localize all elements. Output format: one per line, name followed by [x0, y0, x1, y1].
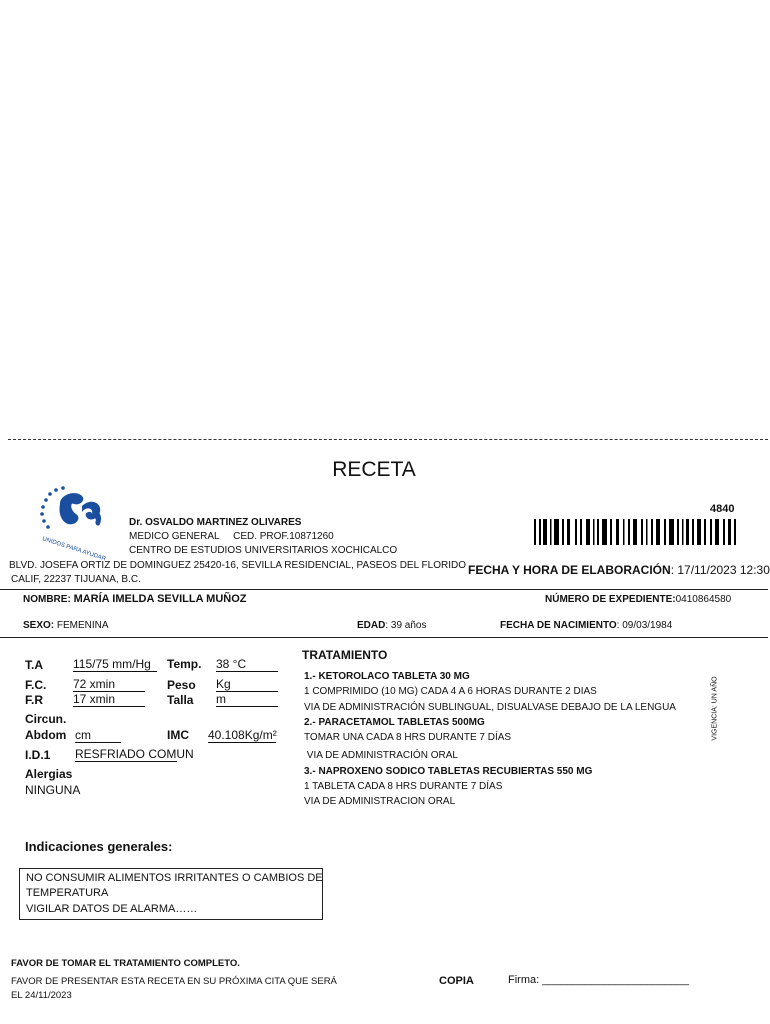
allergies-value: NINGUNA	[25, 783, 81, 797]
dob-value: : 09/03/1984	[616, 620, 673, 631]
sex-value: FEMENINA	[56, 620, 109, 631]
patient-name-value: MARÍA IMELDA SEVILLA MUÑOZ	[73, 593, 247, 605]
fc-value	[73, 677, 145, 692]
medication-2-name: 2.- PARACETAMOL TABLETAS 500MG	[304, 717, 485, 728]
logo	[36, 484, 132, 563]
medication-3-name: 3.- NAPROXENO SODICO TABLETAS RECUBIERTAS 550 MG	[304, 766, 593, 777]
abdom-value	[75, 728, 121, 743]
elaboration-label: FECHA Y HORA DE ELABORACIÓN	[468, 563, 671, 577]
logo-tagline: UNIDOS PARA AYUDAR	[41, 536, 107, 563]
general-line-1: NO CONSUMIR ALIMENTOS IRRITANTES O CAMBIOS DE	[26, 872, 323, 884]
patient-divider	[0, 637, 768, 638]
circun-label: Circun.	[25, 712, 67, 726]
imc-label: IMC	[167, 728, 189, 742]
validity-note: VIGENCIA: UN AÑO	[711, 676, 719, 741]
patient-age	[357, 620, 427, 631]
peso-value-text: Kg	[216, 677, 278, 692]
doctor-name: Dr. OSVALDO MARTINEZ OLIVARES	[129, 517, 302, 528]
patient-dob	[500, 620, 672, 631]
patient-name-label: NOMBRE:	[23, 594, 71, 605]
fc-value-text: 72 xmin	[73, 677, 145, 692]
patient-name	[23, 593, 247, 605]
fr-value-text: 17 xmin	[73, 692, 145, 707]
temp-value	[216, 657, 278, 672]
barcode	[534, 519, 736, 545]
medication-2-dose: TOMAR UNA CADA 8 HRS DURANTE 7 DÍAS	[304, 732, 512, 743]
copy-label: COPIA	[439, 975, 474, 987]
talla-value-text: m	[216, 692, 278, 707]
general-heading: Indicaciones generales:	[25, 839, 173, 854]
id-label: I.D.1	[25, 748, 51, 762]
general-line-3: VIGILAR DATOS DE ALARMA……	[26, 903, 198, 915]
medication-2-route: VIA DE ADMINISTRACIÓN ORAL	[304, 750, 458, 761]
temp-value-text: 38 °C	[216, 657, 278, 672]
folio-number: 4840	[710, 503, 735, 515]
dob-label: FECHA DE NACIMIENTO	[500, 620, 617, 631]
treatment-heading: TRATAMIENTO	[302, 648, 388, 662]
temp-label: Temp.	[167, 657, 202, 671]
id-value	[75, 747, 194, 762]
record-number	[545, 594, 731, 605]
fc-label: F.C.	[25, 678, 47, 692]
age-label: EDAD	[357, 620, 386, 631]
next-appointment-line-2: EL 24/11/2023	[11, 990, 72, 1001]
allergies-label: Alergias	[25, 767, 73, 781]
cut-line	[8, 439, 768, 440]
medication-1-name: 1.- KETOROLACO TABLETA 30 MG	[304, 671, 470, 682]
imc-value	[208, 728, 276, 743]
medication-1-dose: 1 COMPRIMIDO (10 MG) CADA 4 A 6 HORAS DURANTE 2 DIAS	[304, 686, 597, 697]
record-value: 0410864580	[675, 594, 732, 605]
page-title: RECETA	[332, 458, 416, 481]
talla-label: Talla	[167, 693, 194, 707]
peso-label: Peso	[167, 678, 196, 692]
elaboration-value: : 17/11/2023 12:30	[670, 563, 770, 577]
age-value: : 39 años	[385, 620, 427, 631]
medication-3-dose: 1 TABLETA CADA 8 HRS DURANTE 7 DÍAS	[304, 781, 503, 792]
general-line-2: TEMPERATURA	[26, 887, 109, 899]
patient-sex	[23, 620, 109, 631]
elaboration-date	[468, 563, 770, 577]
fr-label: F.R	[25, 693, 43, 707]
abdom-value-text: cm	[75, 728, 121, 743]
sex-label: SEXO:	[23, 620, 55, 631]
ta-value	[73, 657, 157, 672]
complete-treatment-note: FAVOR DE TOMAR EL TRATAMIENTO COMPLETO.	[11, 958, 240, 969]
doctor-institution: CENTRO DE ESTUDIOS UNIVERSITARIOS XOCHICALCO	[129, 545, 398, 556]
ta-value-text: 115/75 mm/Hg	[73, 657, 157, 672]
next-appointment-line-1: FAVOR DE PRESENTAR ESTA RECETA EN SU PRÓXIMA CITA QUE SERÁ	[11, 976, 337, 987]
ta-label: T.A	[25, 658, 43, 672]
header-divider	[0, 589, 768, 590]
medication-1-route: VIA DE ADMINISTRACIÓN SUBLINGUAL, DISUALVASE DEBAJO DE LA LENGUA	[304, 702, 676, 713]
talla-value	[216, 692, 278, 707]
signature-field[interactable]: Firma: ________________________	[508, 974, 690, 986]
fr-value	[73, 692, 145, 707]
record-label: NÚMERO DE EXPEDIENTE:	[545, 594, 676, 605]
address-line-2: CALIF, 22237 TIJUANA, B.C.	[11, 574, 141, 585]
abdom-label: Abdom	[25, 728, 67, 742]
medication-3-route: VIA DE ADMINISTRACION ORAL	[304, 796, 456, 807]
peso-value	[216, 677, 278, 692]
imc-value-text: 40.108Kg/m²	[208, 728, 277, 742]
address-line-1: BLVD. JOSEFA ORTIZ DE DOMINGUEZ 25420-16, SEVILLA RESIDENCIAL, PASEOS DEL FLORIDO	[9, 560, 466, 571]
id-value-text: RESFRIADO COMUN	[75, 747, 194, 761]
doctor-specialty: MEDICO GENERAL CED. PROF.10871260	[129, 531, 334, 542]
